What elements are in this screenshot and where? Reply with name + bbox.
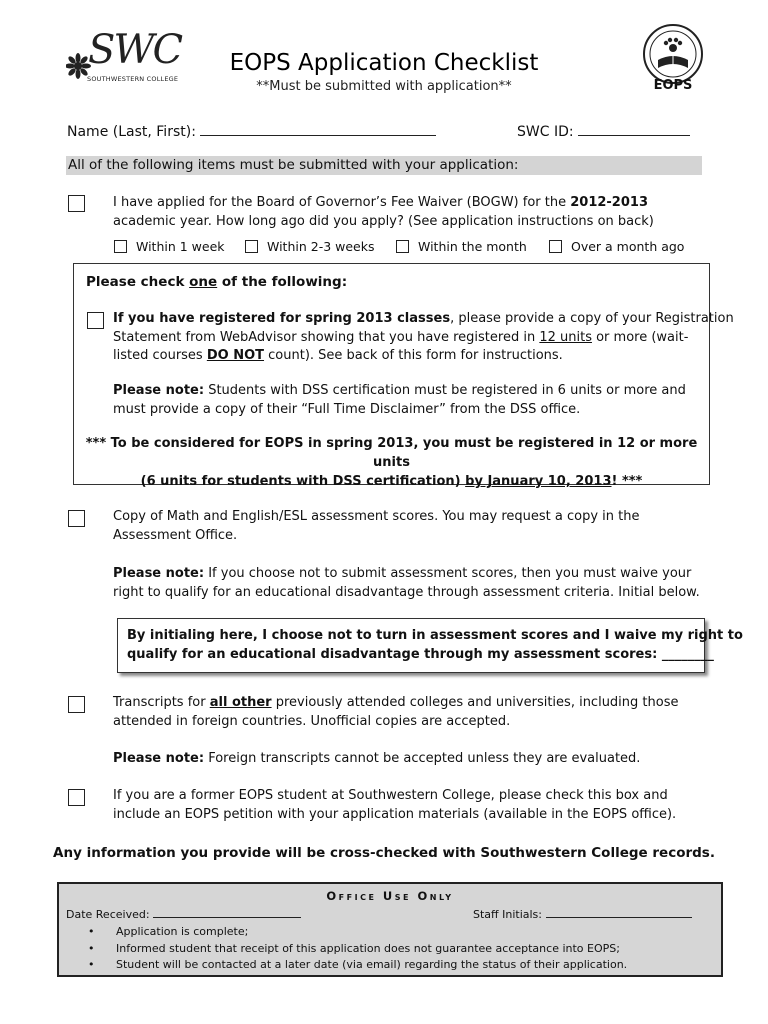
assessment-text <box>113 508 639 545</box>
assessment-note-l1: If you choose not to submit assessment scores, then you must waive your <box>204 566 692 581</box>
former-eops-text <box>113 787 676 824</box>
assessment-note <box>113 565 700 602</box>
date-received-field[interactable] <box>153 906 301 918</box>
waiver-text <box>127 626 743 664</box>
office-bullet: • Informed student that receipt of this application does not guarantee acceptance into EOPS; <box>88 941 620 955</box>
option-checkbox[interactable] <box>396 240 409 253</box>
bogw-option-2-3-weeks[interactable] <box>245 239 396 254</box>
heading-pre: Please check <box>86 274 190 290</box>
option-label: Within 1 week <box>136 239 225 254</box>
transcripts-note <box>113 750 640 769</box>
note-label: Please note: <box>113 383 205 398</box>
office-bullet: • Application is complete; <box>88 925 249 938</box>
registration-checkbox[interactable] <box>87 312 104 329</box>
logo-subtext: SOUTHWESTERN COLLEGE <box>87 75 179 83</box>
registration-note <box>113 382 686 419</box>
note-l2: must provide a copy of their “Full Time Disclaimer” from the DSS office. <box>113 401 581 417</box>
requirements-banner-text: All of the following items must be submitted with your application: <box>68 157 519 173</box>
warning-l1: *** To be considered for EOPS in spring 2013, you must be registered in 12 or more units <box>85 436 698 470</box>
name-field[interactable] <box>200 122 436 136</box>
swc-id-row <box>517 122 690 142</box>
former-l1: If you are a former EOPS student at Southwestern College, please check this box and <box>113 788 668 803</box>
bogw-text <box>113 194 654 231</box>
assessment-l2: Assessment Office. <box>113 527 238 543</box>
registration-l1: , please provide a copy of your Registration <box>450 311 734 326</box>
page-subtitle: **Must be submitted with application** <box>256 79 512 94</box>
transcripts-note-label: Please note: <box>113 751 205 766</box>
registration-donot: DO NOT <box>206 348 265 363</box>
transcripts-all-other: all other <box>209 695 272 710</box>
bogw-line1: I have applied for the Board of Governor’s Fee Waiver (BOGW) for the <box>113 195 571 210</box>
registration-text <box>113 310 734 366</box>
bogw-option-month[interactable] <box>396 239 549 254</box>
office-use-title: Office Use Only <box>326 889 454 903</box>
transcripts-l1-post: previously attended colleges and universities, including those <box>271 695 679 710</box>
former-eops-checkbox[interactable] <box>68 789 85 806</box>
warning-l2-pre: (6 units for students with DSS certification) <box>140 474 466 489</box>
bogw-line2: academic year. How long ago did you apply? (See application instructions on back) <box>113 213 654 229</box>
registration-units: 12 units <box>539 329 592 345</box>
logo-text: SWC <box>88 27 182 73</box>
registration-l3-pre: listed courses <box>113 348 207 363</box>
staff-initials-field[interactable] <box>546 906 692 918</box>
name-field-row <box>67 122 436 142</box>
office-bullets <box>88 924 627 974</box>
note-l1: Students with DSS certification must be registered in 6 units or more and <box>204 383 686 398</box>
assessment-note-l2: right to qualify for an educational disadvantage through assessment criteria. Initial below. <box>113 584 700 600</box>
assessment-note-label: Please note: <box>113 566 205 581</box>
registration-warning <box>73 434 710 491</box>
warning-date: by January 10, 2013 <box>465 474 612 489</box>
swc-id-label: SWC ID: <box>517 124 574 140</box>
cross-check-notice: Any information you provide will be cross-checked with Southwestern College records. <box>53 845 715 861</box>
bogw-option-week[interactable] <box>114 239 245 254</box>
transcripts-text <box>113 694 678 731</box>
warning-l2-post: ! *** <box>611 474 643 489</box>
waiver-l1: By initialing here, I choose not to turn in assessment scores and I waive my right to <box>127 628 743 643</box>
office-bullet: • Student will be contacted at a later date (via email) regarding the status of their application. <box>88 958 628 971</box>
swc-id-field[interactable] <box>578 122 690 136</box>
option-label: Over a month ago <box>571 239 685 254</box>
bogw-option-over-month[interactable] <box>549 239 684 254</box>
option-label: Within the month <box>418 239 527 254</box>
heading-post: of the following: <box>217 274 348 290</box>
former-l2: include an EOPS petition with your application materials (available in the EOPS office). <box>113 806 677 822</box>
transcripts-l2: attended in foreign countries. Unofficial copies are accepted. <box>113 713 511 729</box>
bogw-checkbox[interactable] <box>68 195 85 212</box>
staff-initials-label: Staff Initials: <box>473 908 542 921</box>
transcripts-checkbox[interactable] <box>68 696 85 713</box>
option-checkbox[interactable] <box>114 240 127 253</box>
date-received-label: Date Received: <box>66 908 150 921</box>
office-bullet-text: Application is complete; <box>116 925 249 938</box>
bogw-options <box>114 239 684 254</box>
registration-bold: If you have registered for spring 2013 classes <box>113 311 451 326</box>
heading-one: one <box>189 274 218 290</box>
staff-initials-row <box>473 906 692 921</box>
date-received-row <box>66 906 301 921</box>
page-title: EOPS Application Checklist <box>229 50 539 76</box>
registration-heading <box>86 274 347 290</box>
bogw-year: 2012-2013 <box>570 195 648 210</box>
transcripts-note-text: Foreign transcripts cannot be accepted unless they are evaluated. <box>204 751 641 766</box>
waiver-l2[interactable]: qualify for an educational disadvantage through my assessment scores: ________ <box>127 647 714 662</box>
office-bullet-text: Informed student that receipt of this application does not guarantee acceptance into EOPS; <box>116 941 620 955</box>
office-bullet-text: Student will be contacted at a later date (via email) regarding the status of their application. <box>116 958 628 971</box>
seal-label: EOPS <box>653 78 693 93</box>
option-checkbox[interactable] <box>549 240 562 253</box>
option-checkbox[interactable] <box>245 240 258 253</box>
registration-l2-post: or more (wait- <box>591 329 689 345</box>
assessment-l1: Copy of Math and English/ESL assessment scores. You may request a copy in the <box>113 509 640 524</box>
transcripts-l1-pre: Transcripts for <box>113 695 210 710</box>
assessment-checkbox[interactable] <box>68 510 85 527</box>
name-label: Name (Last, First): <box>67 124 196 140</box>
option-label: Within 2-3 weeks <box>267 239 375 254</box>
registration-l2-pre: Statement from WebAdvisor showing that you have registered in <box>113 329 540 345</box>
registration-l3-post: count). See back of this form for instructions. <box>264 348 563 363</box>
